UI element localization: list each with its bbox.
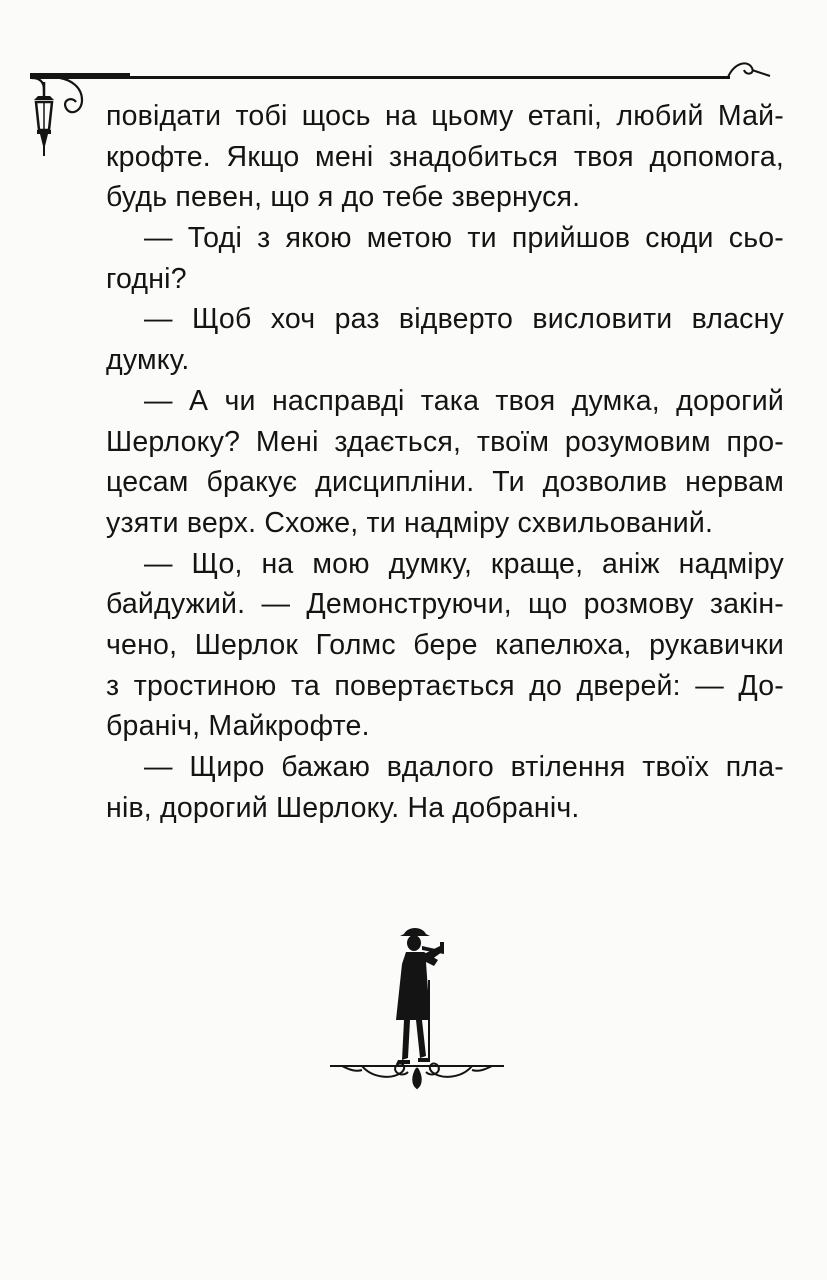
header-rule (30, 76, 730, 79)
text-line: — А чи насправді така твоя думка, дорогий (144, 384, 784, 417)
sherlock-silhouette-icon (396, 928, 444, 1064)
text-line: годні? (106, 262, 187, 295)
footer-vignette (322, 920, 512, 1096)
text-line: крофте. Якщо мені знадобиться твоя допомога, (106, 140, 784, 173)
text-line: нів, дорогий Шерлоку. На добраніч. (106, 791, 580, 824)
text-line: з тростиною та повертається до дверей: — До- (106, 669, 784, 702)
text-line: чено, Шерлок Голмс бере капелюха, рукавички (106, 628, 784, 661)
header-rule-flourish (728, 63, 770, 77)
text-line: — Щиро бажаю вдалого втілення твоїх пла- (144, 751, 784, 783)
text-line: браніч, Майкрофте. (106, 710, 370, 743)
text-line: повідати тобі щось на цьому етапі, любий Май- (106, 100, 784, 132)
street-lamp-icon (34, 82, 54, 156)
text-line: будь певен, що я до тебе звернуся. (106, 181, 581, 214)
text-line: — Щоб хоч раз відверто висловити власну (144, 303, 784, 336)
body-text (106, 96, 784, 828)
text-line: — Що, на мою думку, краще, аніж надміру (144, 547, 784, 580)
text-line: Шерлоку? Мені здається, твоїм розумовим про- (106, 425, 784, 458)
header-rule-thick (30, 73, 130, 79)
text-line: — Тоді з якою метою ти прийшов сюди сьо- (144, 222, 784, 255)
text-line: узяти верх. Схоже, ти надміру схвильований. (106, 506, 714, 539)
text-line: байдужий. — Демонструючи, що розмову закін- (106, 588, 784, 621)
text-line: цесам бракує дисципліни. Ти дозволив нервам (106, 466, 784, 499)
lamp-bracket (32, 78, 82, 112)
footer-flourish (330, 1064, 504, 1088)
text-line: думку. (106, 344, 190, 377)
